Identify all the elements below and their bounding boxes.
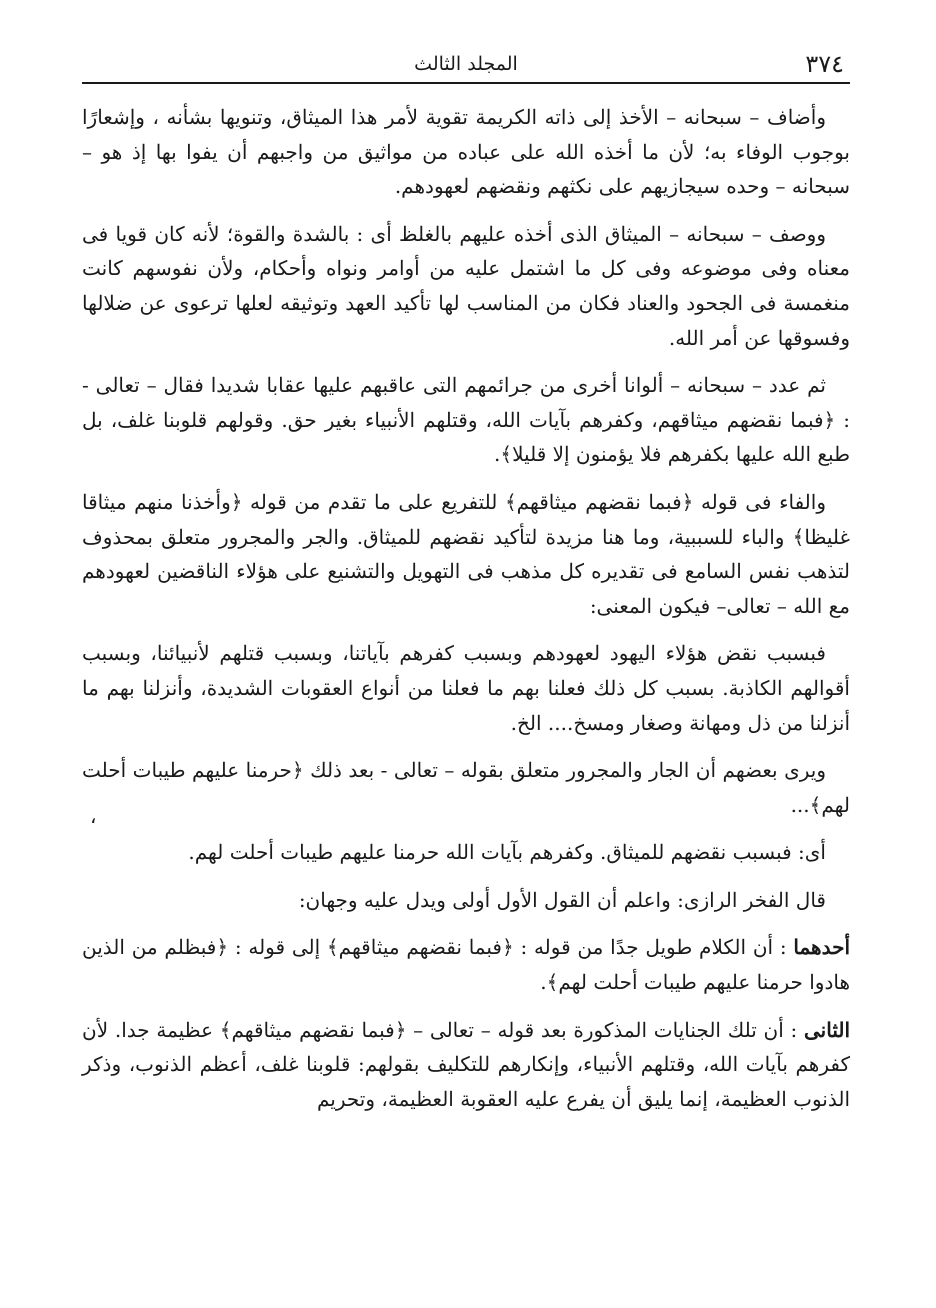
paragraph: فبسبب نقض هؤلاء اليهود لعهودهم وبسبب كفرهم بآياتنا، وبسبب قتلهم لأنبيائنا، وبسبب أقوالهم الكاذبة. بسبب كل ذلك فعلنا بهم ما فعلنا من أنواع العقوبات الشديدة، وأنزلنا بهم ما أنزلنا من ذل ومهانة وصغار ومسخ.... الخ.: [82, 641, 850, 735]
volume-title: المجلد الثالث: [414, 53, 518, 75]
running-head: [82, 40, 850, 80]
paragraph: ثم عدد – سبحانه – ألوانا أخرى من جرائمهم التى عاقبهم عليها عقابا شديدا فقال – تعالى - : ﴿فبما نقضهم ميثاقهم، وكفرهم بآيات الله، وقتلهم الأنبياء بغير حق. وقولهم قلوبنا غلف، بل طبع الله عليها بكفرهم فلا يؤمنون إلا قليلا﴾.: [82, 373, 850, 467]
paragraph: ويرى بعضهم أن الجار والمجرور متعلق بقوله – تعالى - بعد ذلك ﴿حرمنا عليهم طيبات أحلت لهم﴾...: [82, 758, 850, 817]
paragraph: والفاء فى قوله ﴿فبما نقضهم ميثاقهم﴾ للتفريع على ما تقدم من قوله ﴿وأخذنا منهم ميثاقا غليظا﴾ والباء للسببية، وما هنا مزيدة لتأكيد نقضهم للميثاق. والجر والمجرور متعلق بمحذوف لتذهب نفس السامع فى تقديره كل مذهب فى التهويل والتشنيع على هؤلاء الناقضين لعهودهم مع الله – تعالى– فيكون المعنى:: [82, 489, 850, 618]
paragraph: ووصف – سبحانه – الميثاق الذى أخذه عليهم بالغلظ أى : بالشدة والقوة؛ لأنه كان قويا فى معناه وفى موضوعه وفى كل ما اشتمل عليه من أوامر ونواه وأحكام، ولأن نفوسهم كانت منغمسة فى الجحود والعناد فكان من المناسب لها تأكيد العهد وتوثيقه لعلها ترعوى عن ضلالها وفسوقها عن أمر الله.: [82, 221, 850, 350]
point-text: : أن الكلام طويل جدًا من قوله : ﴿فبما نقضهم ميثاقهم﴾ إلى قوله : ﴿فبظلم من الذين هادوا حرمنا عليهم طيبات أحلت لهم﴾.: [82, 935, 850, 995]
point-paragraph: [82, 1013, 850, 1117]
point-label: أحدهما: [793, 935, 850, 960]
point-text: : أن تلك الجنايات المذكورة بعد قوله – تعالى – ﴿فبما نقضهم ميثاقهم﴾ عظيمة جدا. لأن كفرهم بآيات الله، وقتلهم الأنبياء، وإنكارهم للتكليف بقولهم: قلوبنا غلف، أعظم الذنوب، وذكر الذنوب العظيمة، إنما يليق أن يفرع عليه العقوبة العظيمة، وتحريم: [82, 1017, 850, 1111]
page-number: ٣٧٤: [805, 50, 844, 78]
point-paragraph: [82, 930, 850, 999]
book-page: [82, 40, 850, 1280]
paragraph: وأضاف – سبحانه – الأخذ إلى ذاته الكريمة تقوية لأمر هذا الميثاق، وتنويها بشأنه ، وإشعارًا بوجوب الوفاء به؛ لأن ما أخذه الله على عباده من مواثيق من واجبهم أن يفوا بها إذ هو – سبحانه – وحده سيجازيهم على نكثهم ونقضهم لعهودهم.: [82, 105, 850, 199]
header-rule: [82, 82, 850, 84]
paragraph: قال الفخر الرازى: واعلم أن القول الأول أولى ويدل عليه وجهان:: [298, 887, 826, 912]
paragraph: أى: فبسبب نقضهم للميثاق. وكفرهم بآيات الله حرمنا عليهم طيبات أحلت لهم.: [188, 840, 826, 865]
point-label: الثانى: [803, 1017, 850, 1042]
body-text: [82, 100, 850, 1129]
stray-ink-mark: ،: [90, 804, 97, 828]
